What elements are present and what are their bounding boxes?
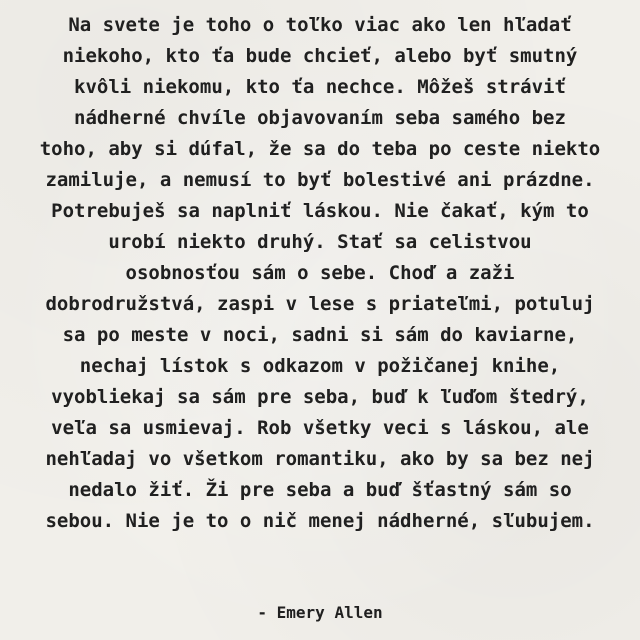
quote-line: dobrodružstvá, zaspi v lese s priateľmi, potuluj: [45, 293, 595, 315]
quote-text: [12, 10, 628, 537]
quote-line: sa po meste v noci, sadni si sám do kaviarne,: [62, 324, 578, 346]
quote-line: nedalo žiť. Ži pre seba a buď šťastný sám so: [68, 479, 572, 501]
quote-line: zamiluje, a nemusí to byť bolestivé ani prázdne.: [45, 169, 595, 191]
quote-line: nádherné chvíle objavovaním seba samého bez: [74, 107, 566, 129]
quote-line: Na svete je toho o toľko viac ako len hľadať: [68, 14, 572, 36]
quote-line: urobí niekto druhý. Stať sa celistvou: [108, 231, 532, 253]
quote-line: vyobliekaj sa sám pre seba, buď k ľuďom štedrý,: [51, 386, 589, 408]
quote-line: sebou. Nie je to o nič menej nádherné, sľubujem.: [45, 510, 595, 532]
quote-line: kvôli niekomu, kto ťa nechce. Môžeš stráviť: [74, 76, 566, 98]
quote-line: nehľadaj vo všetkom romantiku, ako by sa bez nej: [45, 448, 595, 470]
quote-line: Potrebuješ sa naplniť láskou. Nie čakať, kým to: [51, 200, 589, 222]
quote-line: veľa sa usmievaj. Rob všetky veci s láskou, ale: [51, 417, 589, 439]
quote-line: niekoho, kto ťa bude chcieť, alebo byť smutný: [62, 45, 578, 67]
quote-line: osobnosťou sám o sebe. Choď a zaži: [125, 262, 515, 284]
quote-line: toho, aby si dúfal, že sa do teba po ceste niekto: [39, 138, 601, 160]
author-attribution: - Emery Allen: [257, 603, 383, 622]
quote-line: nechaj lístok s odkazom v požičanej knihe,: [79, 355, 561, 377]
